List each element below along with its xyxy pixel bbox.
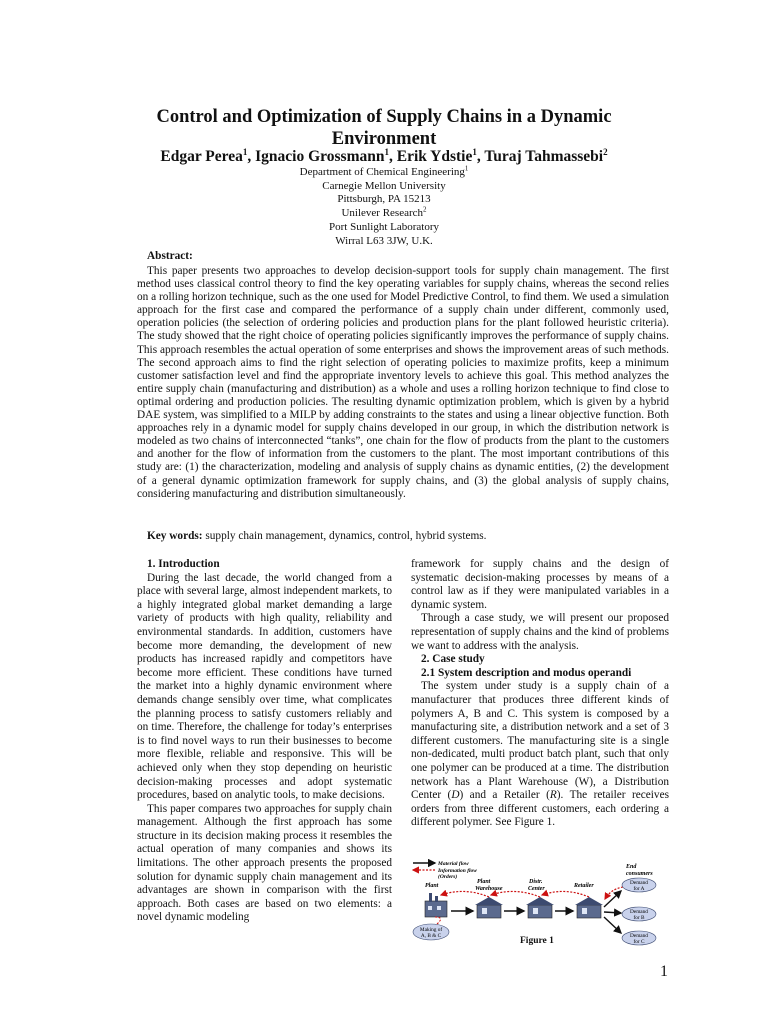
section-2-1-symbol-r: R — [549, 789, 557, 802]
section-1-paragraph-3: Through a case study, we will present our proposed representation of supply chains and the kind of problems we want to address with the analysis. — [411, 612, 669, 652]
author-list — [100, 148, 668, 166]
affil-dept-mark: 1 — [464, 164, 469, 173]
affil-company-mark: 2 — [423, 205, 427, 214]
affil-dept-text: Department of Chemical Engineering — [299, 166, 465, 178]
demand-b-label-1: Demand — [630, 909, 648, 915]
end-consumers-2: consumers — [626, 871, 653, 877]
affil-company-text: Unilever Research — [341, 207, 424, 220]
author-separator: , — [388, 148, 397, 165]
affil-address: Wirral L63 3JW, U.K. — [335, 234, 433, 247]
node-label-retailer: Retailer — [574, 883, 594, 889]
info-arrow-2 — [491, 891, 540, 897]
node-label-dc-1: Distr. — [529, 879, 543, 885]
info-arrow-3 — [542, 891, 589, 897]
affil-dept — [184, 166, 584, 180]
section-2-1-text-a: The system under study is a supply chain of a manufacturer that produces three different kinds of polymers A, B and C. This system is composed by a manufacturing site, a distribution network and a set of 3 different customers. The manufacturing site is a single non-dedicated, multi product batch plant, such that only one polymer can be produced at a time. The distribution network has a Plant Warehouse (W), a Distribution Center ( — [411, 680, 669, 802]
author-affil-mark: 1 — [242, 146, 248, 157]
retailer-icon — [575, 897, 603, 918]
title-line-1: Control and Optimization of Supply Chains in a Dynamic — [156, 107, 612, 127]
page-number: 1 — [660, 963, 668, 980]
material-arrow-demand-a — [604, 891, 621, 907]
author-affil-mark: 1 — [472, 146, 477, 157]
keywords-text: supply chain management, dynamics, control, hybrid systems. — [205, 530, 487, 542]
section-1-paragraph-1: During the last decade, the world changed from a place with several large, almost independent markets, to a highly integrated global market demanding a large variety of products with high quality, reliability and environmental standards. In addition, customers have become more demanding, the development of new products has increased rapidly and competitors have become more efficient. These conditions have turned the market into a highly dynamic environment where demands change sensibly over time, what complicates the planning process to satisfy customers reliably and on time. Therefore, the challenge for today’s enterprises is to find novel ways to run their businesses to become more flexible, reliable and responsive. This will be achieved only when they stop depending on heuristic decision-making processes and adopt systematic procedures, based on analytic tools, to make decisions. — [137, 571, 392, 802]
demand-b-label-2: for B — [633, 915, 645, 921]
section-1-paragraph-2: This paper compares two approaches for supply chain management. Although the first approach has some structure in its decision making process it resembles the actual operation of many companies and shows its limitations. The other approach presents the proposed solution for dynamic supply chain management and its advantages are shown in comparison with the first approach. Both cases are based on two elements: a novel dynamic modeling — [137, 802, 392, 924]
section-2-1-paragraph — [411, 680, 669, 830]
legend-material-label: Material flow — [438, 861, 469, 867]
node-label-dc-2: Center — [528, 886, 545, 892]
section-2-1-text-b: ) and a Retailer ( — [459, 789, 550, 802]
plant-icon — [425, 893, 447, 917]
material-arrow-demand-c — [604, 917, 621, 933]
abstract-text: This paper presents two approaches to develop decision-support tools for supply chain management. The first method uses classical control theory to find the key operating variables for supply chains, whereas the second relies on a rolling horizon technique, such as the one used for Model Predictive Control, to find them. We used a simulation approach for the first case and compared the performance of a supply chain under different, commonly used, operation policies (the selection of ordering policies and production plans for the plant followed heuristic criteria). The study showed that the right choice of operating policies significantly improves the performance of supply chains. This approach resembles the actual operation of some enterprises and shows the improvement areas of such methods. The second approach aims to find the right selection of operating policies to maximize profits, keep a minimum customer satisfaction level and find the appropriate inventory levels to achieve this goal. This method analyzes the entire supply chain (manufacturing and distribution) as a whole and uses a rolling horizon technique to find close to optimal ordering and production policies. The resulting dynamic optimization problem, which is given by a hybrid DAE system, was simplified to a MILP by adding constraints to the states and using a linear objective function. Both approaches rely in a dynamic model for supply chains developed in our group, in which the distribution network is modeled as two chains of interconnected “tanks”, one chain for the flow of products from the plant to the customers and another for the flow of information from the customers to the plant. The most important contributions of this study are: (1) the characterization, modeling and analysis of supply chains as dynamic entities, (2) the development of a general dynamic optimization framework for supply chains, and (3) the global analysis of supply chains, considering manufacturing and distribution simultaneously. — [137, 265, 669, 500]
distribution-center-icon — [526, 897, 554, 918]
affil-company — [184, 207, 584, 221]
left-column — [137, 558, 392, 925]
right-column — [411, 558, 669, 830]
abstract-heading: Abstract: — [147, 250, 193, 262]
affil-university: Carnegie Mellon University — [322, 179, 446, 192]
info-arrow-1 — [441, 891, 489, 897]
section-2-heading: 2. Case study — [421, 653, 485, 666]
warehouse-icon — [475, 897, 503, 918]
making-label-1: Making of — [419, 927, 443, 933]
keywords-label: Key words: — [147, 530, 203, 542]
node-label-warehouse-1: Plant — [477, 879, 491, 885]
figure-caption: Figure 1 — [520, 936, 554, 946]
paper-title — [110, 106, 658, 150]
author-name: Ignacio Grossmann — [255, 148, 385, 165]
affiliations — [184, 166, 584, 248]
affil-lab: Port Sunlight Laboratory — [329, 220, 439, 233]
node-label-plant: Plant — [425, 883, 439, 889]
affil-city: Pittsburgh, PA 15213 — [337, 193, 431, 206]
author-name: Erik Ydstie — [396, 148, 473, 165]
making-label-2: A, B & C — [420, 933, 442, 939]
author-separator: , — [247, 148, 256, 165]
end-consumers-1: End — [626, 864, 637, 870]
demand-c-label-2: for C — [633, 939, 645, 945]
section-1-paragraph-2-continued: framework for supply chains and the design of systematic decision-making processes by means of a control law as if they were manipulated variables in a dynamic system. — [411, 558, 669, 611]
legend-orders-label: (Orders) — [438, 874, 458, 880]
keywords — [147, 530, 667, 542]
node-label-warehouse-2: Warehouse — [475, 886, 503, 892]
author-affil-mark: 2 — [603, 146, 608, 157]
author-separator: , — [476, 148, 485, 165]
author-name: Edgar Perea — [160, 148, 243, 165]
author-name: Turaj Tahmassebi — [484, 148, 604, 165]
demand-a-label-1: Demand — [630, 880, 648, 886]
legend — [413, 861, 477, 880]
section-1-heading: 1. Introduction — [147, 558, 220, 570]
section-2-1-text-c: ). The retailer receives orders from three different customers, each ordering a different polymer. See Figure 1. — [411, 789, 669, 829]
legend-info-label: Information flow — [438, 868, 477, 874]
section-2-1-heading: 2.1 System description and modus operandi — [421, 666, 632, 679]
title-line-2: Environment — [331, 129, 437, 149]
making-link — [435, 917, 441, 924]
author-affil-mark: 1 — [384, 146, 389, 157]
demand-a-label-2: for A — [633, 886, 645, 892]
section-2-1-symbol-d: D — [451, 789, 460, 802]
material-arrow-demand-b — [604, 912, 621, 913]
demand-c-label-1: Demand — [630, 933, 648, 939]
